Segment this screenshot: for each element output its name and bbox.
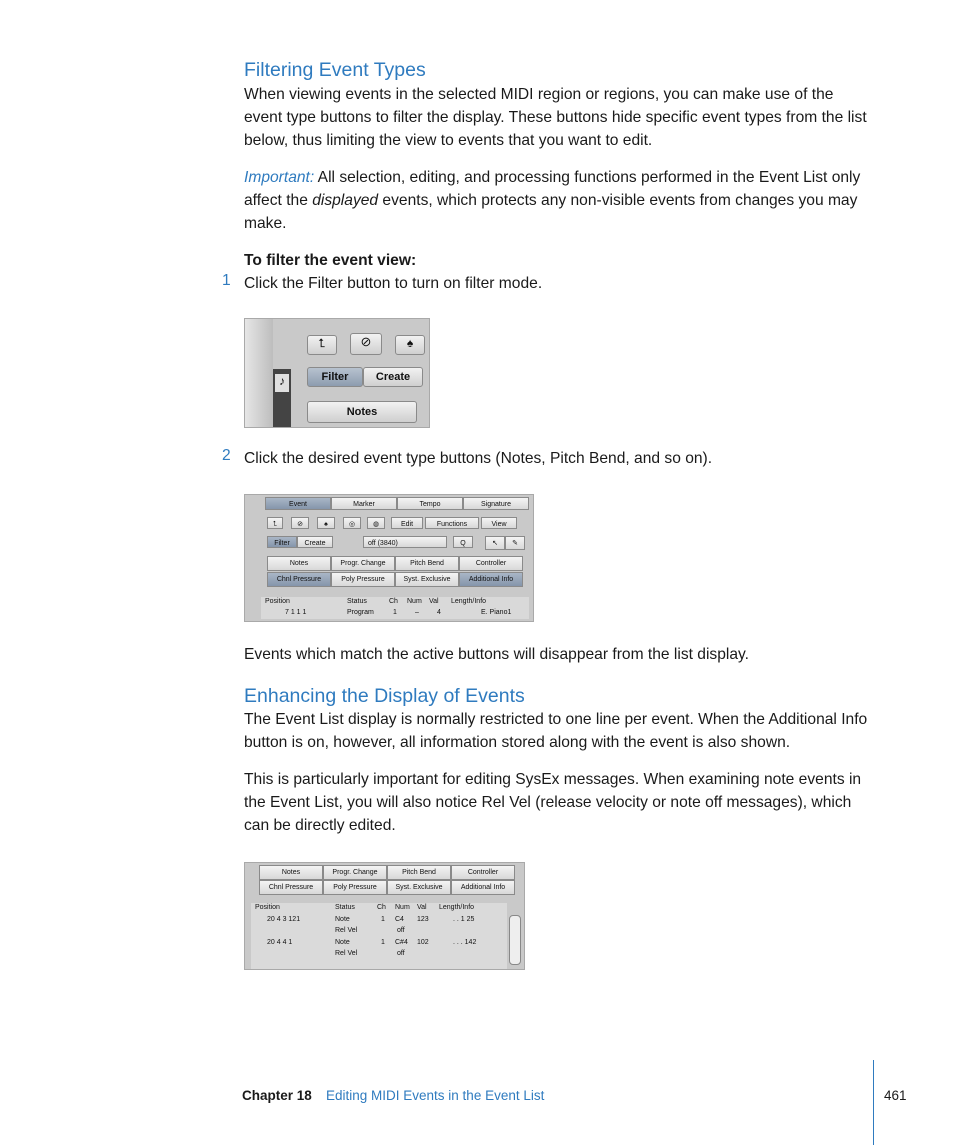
table-cell: 20 4 4 1: [267, 939, 293, 946]
link-icon[interactable]: ⊘: [291, 517, 309, 529]
result-paragraph: Events which match the active buttons will disappear from the list display.: [244, 646, 750, 663]
table-cell: 123: [417, 916, 429, 923]
footer-divider: [873, 1060, 874, 1145]
column-header: Status: [335, 904, 355, 911]
link-icon[interactable]: ⊘: [350, 333, 382, 355]
table-cell: E. Piano1: [481, 609, 512, 616]
table-cell: 1: [381, 939, 385, 946]
column-header: Num: [395, 904, 410, 911]
controller-button[interactable]: Controller: [451, 865, 515, 880]
column-header: Num: [407, 598, 422, 605]
column-header: Val: [417, 904, 427, 911]
intro-paragraph: When viewing events in the selected MIDI region or regions, you can make use of the event type buttons to filter the display. These buttons hide specific event types from the list below, thus limiting the view to events that you want to edit.: [244, 86, 867, 149]
page-number: 461: [884, 1088, 907, 1103]
pointer-icon[interactable]: ↖: [485, 536, 505, 550]
program-change-button[interactable]: Progr. Change: [323, 865, 387, 880]
column-header: Position: [255, 904, 280, 911]
controller-button[interactable]: Controller: [459, 556, 523, 571]
section-title: Enhancing the Display of Events: [244, 685, 525, 707]
additional-info-screenshot: [244, 862, 525, 970]
table-cell: off: [397, 927, 405, 934]
note-icon: ♪: [275, 374, 289, 392]
column-header: Ch: [389, 598, 398, 605]
channel-pressure-button[interactable]: Chnl Pressure: [267, 572, 331, 587]
table-cell: 4: [437, 609, 441, 616]
division-field[interactable]: off (3840): [363, 536, 447, 548]
chapter-title: Editing MIDI Events in the Event List: [326, 1088, 545, 1103]
midi-out-icon[interactable]: ♠: [317, 517, 335, 529]
functions-menu[interactable]: Functions: [425, 517, 479, 529]
notes-button[interactable]: Notes: [259, 865, 323, 880]
event-table: [251, 903, 507, 969]
filter-button[interactable]: Filter: [267, 536, 297, 548]
important-emphasis: displayed: [312, 192, 379, 209]
table-cell: Rel Vel: [335, 927, 358, 934]
midi-out-icon[interactable]: ♠: [395, 335, 425, 355]
edit-menu[interactable]: Edit: [391, 517, 423, 529]
important-text: All selection, editing, and processing functions performed in the Event List only affect the: [244, 169, 861, 209]
channel-pressure-button[interactable]: Chnl Pressure: [259, 880, 323, 895]
capture-icon[interactable]: ◍: [367, 517, 385, 529]
table-cell: Rel Vel: [335, 950, 358, 957]
table-cell: 7 1 1 1: [285, 609, 307, 616]
tab-event[interactable]: Event: [265, 497, 331, 510]
table-cell: . . 1 25: [453, 916, 475, 923]
up-arrow-icon[interactable]: ⮤: [307, 335, 337, 355]
scrollbar[interactable]: [509, 915, 521, 965]
table-cell: Note: [335, 916, 350, 923]
event-list-screenshot: [244, 494, 534, 622]
pitch-bend-button[interactable]: Pitch Bend: [387, 865, 451, 880]
body-paragraph: The Event List display is normally restricted to one line per event. When the Additional Info button is on, however, all information stored along with the event is also shown.: [244, 711, 868, 751]
program-change-button[interactable]: Progr. Change: [331, 556, 395, 571]
column-header: Status: [347, 598, 367, 605]
filter-button[interactable]: Filter: [307, 367, 363, 387]
filter-button-screenshot: [244, 318, 430, 428]
column-header: Length/Info: [451, 598, 487, 605]
step-number: 2: [222, 447, 231, 464]
table-cell: Program: [347, 609, 374, 616]
notes-button[interactable]: Notes: [267, 556, 331, 571]
table-cell: C#4: [395, 939, 408, 946]
additional-info-button[interactable]: Additional Info: [451, 880, 515, 895]
table-cell: off: [397, 950, 405, 957]
search-icon[interactable]: Q: [453, 536, 473, 548]
table-cell: 102: [417, 939, 429, 946]
step-text: Click the desired event type buttons (Notes, Pitch Bend, and so on).: [244, 450, 713, 467]
column-header: Val: [429, 598, 439, 605]
task-heading: To filter the event view:: [244, 252, 417, 269]
notes-button[interactable]: Notes: [307, 401, 417, 423]
column-header: Length/Info: [439, 904, 475, 911]
column-header: Position: [265, 598, 290, 605]
section-title: Filtering Event Types: [244, 59, 426, 81]
table-cell: Note: [335, 939, 350, 946]
event-table: [261, 597, 529, 619]
view-menu[interactable]: View: [481, 517, 517, 529]
tab-tempo[interactable]: Tempo: [397, 497, 463, 510]
table-cell: C4: [395, 916, 404, 923]
chapter-label: Chapter 18: [242, 1088, 312, 1103]
important-note: [244, 166, 869, 235]
sysex-button[interactable]: Syst. Exclusive: [395, 572, 459, 587]
pencil-icon[interactable]: ✎: [505, 536, 525, 550]
table-cell: –: [415, 609, 419, 616]
up-arrow-icon[interactable]: ⮤: [267, 517, 283, 529]
additional-info-button[interactable]: Additional Info: [459, 572, 523, 587]
important-text-end: events, which protects any non-visible events from changes you may make.: [244, 192, 858, 232]
column-header: Ch: [377, 904, 386, 911]
tab-signature[interactable]: Signature: [463, 497, 529, 510]
create-button[interactable]: Create: [297, 536, 333, 548]
tab-marker[interactable]: Marker: [331, 497, 397, 510]
poly-pressure-button[interactable]: Poly Pressure: [331, 572, 395, 587]
create-button[interactable]: Create: [363, 367, 423, 387]
pitch-bend-button[interactable]: Pitch Bend: [395, 556, 459, 571]
tool-strip: [245, 319, 273, 427]
scroll-strip: [273, 369, 291, 427]
table-cell: . . . 142: [453, 939, 477, 946]
solo-icon[interactable]: ◎: [343, 517, 361, 529]
table-cell: 1: [381, 916, 385, 923]
sysex-button[interactable]: Syst. Exclusive: [387, 880, 451, 895]
body-paragraph: This is particularly important for editing SysEx messages. When examining note events in the Event List, you will also notice Rel Vel (release velocity or note off messages), which can be directly edited.: [244, 771, 862, 834]
important-label: Important:: [244, 169, 315, 186]
table-cell: 20 4 3 121: [267, 916, 301, 923]
step-number: 1: [222, 272, 231, 289]
poly-pressure-button[interactable]: Poly Pressure: [323, 880, 387, 895]
step-text: Click the Filter button to turn on filter mode.: [244, 275, 543, 292]
table-cell: 1: [393, 609, 397, 616]
